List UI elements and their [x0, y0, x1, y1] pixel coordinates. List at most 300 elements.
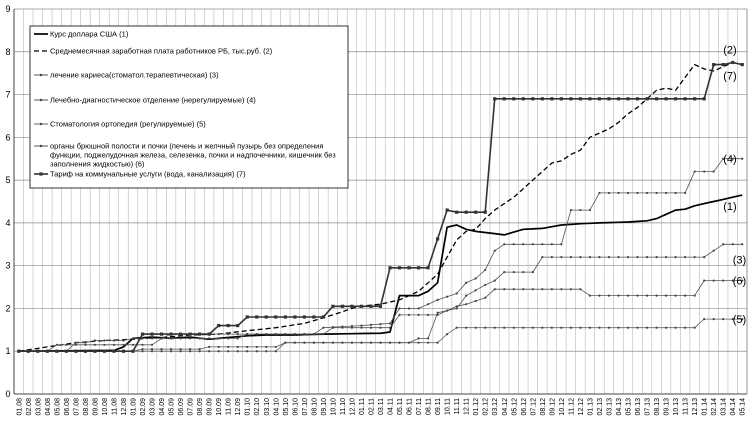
series-point: [484, 284, 486, 286]
series-point: [170, 337, 172, 339]
series-point: [665, 295, 667, 297]
x-tick-label: 04.14: [730, 398, 738, 416]
series-point: [284, 333, 286, 335]
series-point: [113, 339, 115, 341]
x-tick-label: 02.11: [368, 398, 376, 415]
series-point: [712, 63, 715, 66]
x-tick-label: 07.11: [416, 398, 424, 415]
series-point: [560, 243, 562, 245]
series-point: [655, 327, 657, 329]
series-point: [208, 337, 210, 339]
x-tick-label: 04.10: [273, 398, 281, 416]
x-tick-label: 03.08: [35, 398, 43, 416]
legend-marker: [39, 172, 42, 175]
series-point: [103, 344, 105, 346]
series-point: [608, 192, 610, 194]
series-point: [398, 342, 400, 344]
legend-entry-4: [34, 96, 256, 105]
x-tick-label: 01.12: [473, 398, 481, 416]
legend-label: лечение кариеса(стоматол.терапевтическая) (3): [50, 70, 219, 80]
series-point: [360, 327, 362, 329]
series-point: [636, 192, 638, 194]
series-point: [675, 327, 677, 329]
x-tick-label: 06.11: [406, 398, 414, 415]
series-point: [655, 256, 657, 258]
x-tick-label: 05.08: [54, 398, 62, 416]
series-point: [303, 342, 305, 344]
x-tick-label: 05.11: [397, 398, 405, 415]
series-point: [617, 327, 619, 329]
series-point: [617, 256, 619, 258]
series-point: [331, 305, 334, 308]
series-point: [199, 348, 201, 350]
series-point: [465, 211, 468, 214]
legend-label: Среднемесячная заработная плата работников РБ, тыс.руб. (2): [50, 46, 273, 56]
series-point: [475, 300, 477, 302]
x-tick-label: 06.08: [63, 398, 71, 416]
series-point: [417, 307, 419, 309]
series-6: [18, 280, 747, 353]
x-tick-label: 03.10: [263, 398, 271, 416]
series-point: [494, 250, 496, 252]
series-point: [560, 97, 563, 100]
series-point: [589, 327, 591, 329]
series-point: [598, 327, 600, 329]
series-point: [360, 324, 362, 326]
series-point: [645, 97, 648, 100]
series-point: [703, 256, 705, 258]
series-point: [417, 314, 419, 316]
legend-label: заполнения жидкостью) (6): [50, 159, 145, 169]
series-point: [731, 61, 734, 64]
series-point: [65, 344, 67, 346]
y-tick-label: 6: [5, 132, 11, 143]
x-tick-label: 08.10: [311, 398, 319, 416]
series-point: [437, 299, 439, 301]
x-tick-label: 08.08: [82, 398, 90, 416]
series-point: [150, 333, 153, 336]
series-point: [256, 350, 258, 352]
series-point: [703, 170, 705, 172]
x-tick-label: 10.11: [444, 398, 452, 415]
series-point: [246, 350, 248, 352]
x-tick-label: 11.09: [225, 398, 233, 415]
series-point: [322, 327, 324, 329]
series-point: [636, 327, 638, 329]
x-tick-label: 09.08: [92, 398, 100, 416]
series-point: [341, 327, 343, 329]
y-tick-label: 5: [5, 175, 11, 186]
x-tick-label: 12.10: [349, 398, 357, 416]
series-point: [132, 344, 134, 346]
series-point: [218, 350, 220, 352]
series-annotation: (6): [732, 275, 747, 288]
series-point: [665, 192, 667, 194]
series-point: [617, 295, 619, 297]
series-point: [484, 297, 486, 299]
x-tick-label: 05.13: [625, 398, 633, 416]
series-point: [265, 315, 268, 318]
series-point: [246, 333, 248, 335]
series-point: [294, 333, 296, 335]
y-tick-label: 2: [5, 303, 11, 314]
legend-entry-5: [34, 120, 206, 129]
series-point: [456, 307, 458, 309]
series-point: [389, 322, 391, 324]
series-point: [322, 342, 324, 344]
series-point: [218, 333, 220, 335]
series-point: [408, 342, 410, 344]
x-tick-label: 01.09: [130, 398, 138, 416]
series-point: [674, 97, 677, 100]
legend-entry-3: [34, 71, 219, 80]
series-point: [512, 97, 515, 100]
series-point: [417, 266, 420, 269]
series-point: [237, 346, 239, 348]
series-point: [503, 288, 505, 290]
x-tick-label: 03.11: [378, 398, 385, 415]
series-point: [522, 243, 524, 245]
series-point: [465, 295, 467, 297]
x-tick-label: 11.10: [339, 398, 347, 415]
series-point: [437, 312, 439, 314]
series-point: [151, 350, 153, 352]
series-point: [522, 288, 524, 290]
series-point: [732, 243, 734, 245]
series-point: [160, 337, 162, 339]
y-tick-label: 3: [5, 260, 11, 271]
series-point: [275, 333, 277, 335]
series-point: [398, 314, 400, 316]
series-point: [379, 323, 381, 325]
series-point: [684, 295, 686, 297]
series-annotation: (2): [723, 44, 737, 57]
series-point: [598, 192, 600, 194]
series-point: [513, 243, 515, 245]
series-point: [141, 350, 143, 352]
series-point: [722, 243, 724, 245]
series-point: [84, 342, 86, 344]
x-tick-label: 04.11: [387, 398, 395, 415]
legend-marker: [40, 145, 42, 147]
series-point: [703, 318, 705, 320]
x-tick-label: 08.13: [654, 398, 662, 416]
series-point: [312, 315, 315, 318]
series-point: [179, 348, 181, 350]
series-point: [275, 346, 277, 348]
series-point: [56, 344, 58, 346]
x-tick-label: 12.11: [463, 398, 471, 415]
series-point: [160, 333, 163, 336]
series-point: [484, 327, 486, 329]
series-point: [322, 333, 324, 335]
series-point: [569, 97, 572, 100]
series-point: [141, 337, 143, 339]
series-point: [284, 315, 287, 318]
series-point: [36, 350, 39, 353]
x-tick-label: 08.09: [197, 398, 205, 416]
x-tick-label: 05.10: [282, 398, 290, 416]
series-point: [541, 243, 543, 245]
series-point: [551, 288, 553, 290]
x-tick-label: 04.13: [615, 398, 623, 416]
series-point: [474, 211, 477, 214]
series-point: [313, 342, 315, 344]
series-point: [579, 288, 581, 290]
series-point: [360, 305, 363, 308]
series-point: [293, 315, 296, 318]
x-tick-label: 10.10: [330, 398, 338, 416]
series-point: [208, 350, 210, 352]
series-point: [151, 337, 153, 339]
series-point: [703, 97, 706, 100]
series-point: [84, 344, 86, 346]
legend-label: Стоматология ортопедия (регулируемые) (5): [50, 119, 206, 129]
series-point: [713, 280, 715, 282]
series-point: [494, 280, 496, 282]
series-point: [322, 315, 325, 318]
x-tick-label: 04.08: [44, 398, 52, 416]
series-point: [227, 346, 229, 348]
series-point: [484, 211, 487, 214]
series-point: [446, 309, 448, 311]
series-point: [265, 350, 267, 352]
series-point: [407, 266, 410, 269]
x-tick-label: 05.14: [739, 398, 747, 416]
x-tick-label: 12.09: [235, 398, 243, 416]
x-tick-label: 08.12: [539, 398, 547, 416]
series-point: [446, 296, 448, 298]
series-point: [198, 333, 201, 336]
x-tick-label: 01.14: [701, 398, 709, 416]
series-point: [465, 282, 467, 284]
series-point: [370, 324, 372, 326]
series-point: [475, 277, 477, 279]
x-tick-label: 06.13: [635, 398, 643, 416]
series-point: [675, 256, 677, 258]
series-point: [169, 333, 172, 336]
x-tick-label: 03.12: [492, 398, 500, 416]
series-point: [636, 256, 638, 258]
y-tick-label: 7: [5, 89, 11, 100]
y-axis-ticks: [5, 4, 10, 399]
x-tick-label: 07.08: [73, 398, 81, 416]
series-point: [551, 327, 553, 329]
series-point: [713, 318, 715, 320]
series-point: [617, 192, 619, 194]
legend-marker: [40, 99, 42, 101]
series-point: [417, 342, 419, 344]
y-tick-label: 4: [5, 217, 11, 228]
series-point: [141, 348, 143, 350]
series-point: [655, 97, 658, 100]
series-point: [636, 295, 638, 297]
legend-marker: [40, 74, 42, 76]
series-annotations: [723, 45, 746, 327]
series-annotation: (4): [723, 153, 737, 166]
series-point: [236, 324, 239, 327]
series-point: [265, 346, 267, 348]
series-annotation: (3): [732, 254, 747, 267]
series-point: [627, 192, 629, 194]
series-point: [513, 271, 515, 273]
series-point: [503, 243, 505, 245]
series-point: [493, 97, 496, 100]
series-point: [675, 192, 677, 194]
series-point: [237, 333, 239, 335]
series-point: [218, 337, 220, 339]
x-tick-label: 10.09: [216, 398, 224, 416]
series-point: [227, 324, 230, 327]
x-tick-label: 04.12: [501, 398, 509, 416]
series-point: [579, 97, 582, 100]
x-tick-label: 02.14: [711, 398, 719, 416]
series-point: [103, 350, 106, 353]
series-3: [18, 243, 747, 352]
series-point: [684, 327, 686, 329]
series-point: [189, 350, 191, 352]
series-point: [598, 256, 600, 258]
series-point: [284, 342, 286, 344]
series-point: [227, 350, 229, 352]
series-point: [379, 327, 381, 329]
series-point: [246, 315, 249, 318]
x-tick-label: 12.13: [692, 398, 700, 416]
series-point: [694, 170, 696, 172]
x-tick-label: 02.09: [140, 398, 148, 416]
x-tick-label: 03.14: [720, 398, 728, 416]
series-point: [503, 271, 505, 273]
series-point: [741, 158, 743, 160]
series-point: [379, 305, 382, 308]
series-point: [579, 327, 581, 329]
x-tick-label: 11.11: [454, 398, 462, 415]
series-point: [46, 350, 49, 353]
series-point: [522, 271, 524, 273]
series-point: [579, 256, 581, 258]
series-point: [598, 97, 601, 100]
x-tick-label: 08.11: [425, 398, 433, 415]
series-point: [408, 307, 410, 309]
series-point: [475, 327, 477, 329]
series-point: [341, 342, 343, 344]
series-point: [626, 97, 629, 100]
series-point: [351, 327, 353, 329]
x-tick-label: 11.13: [682, 398, 690, 415]
series-point: [570, 209, 572, 211]
legend-label: Лечебно-диагностическое отделение (нерегулируемые) (4): [50, 95, 256, 105]
x-tick-label: 09.09: [206, 398, 214, 416]
series-point: [294, 342, 296, 344]
series-point: [256, 333, 258, 335]
series-point: [475, 289, 477, 291]
series-point: [389, 327, 391, 329]
series-point: [332, 342, 334, 344]
series-point: [627, 327, 629, 329]
series-point: [684, 192, 686, 194]
series-point: [112, 350, 115, 353]
series-point: [646, 295, 648, 297]
series-point: [75, 342, 77, 344]
series-point: [664, 97, 667, 100]
series-point: [579, 209, 581, 211]
series-point: [255, 315, 258, 318]
series-line: [19, 281, 742, 352]
series-point: [94, 339, 96, 341]
series-point: [141, 333, 144, 336]
x-tick-label: 11.08: [111, 398, 119, 415]
legend-label: функции, поджелудочная железа, селезенка, почки и надпочечники, кишечник без: [50, 150, 336, 160]
series-point: [398, 307, 400, 309]
series-point: [541, 327, 543, 329]
x-tick-label: 05.09: [168, 398, 176, 416]
series-point: [132, 337, 134, 339]
series-annotation: (7): [723, 70, 737, 83]
series-point: [646, 327, 648, 329]
series-point: [370, 342, 372, 344]
series-point: [170, 348, 172, 350]
chart-legend: [30, 26, 348, 188]
series-point: [608, 327, 610, 329]
series-point: [103, 339, 105, 341]
series-point: [208, 333, 211, 336]
series-point: [427, 314, 429, 316]
series-point: [722, 280, 724, 282]
series-point: [75, 344, 77, 346]
x-tick-label: 09.13: [663, 398, 671, 416]
series-point: [93, 350, 96, 353]
x-axis-ticks: [16, 398, 746, 416]
series-point: [741, 243, 743, 245]
series-point: [332, 327, 334, 329]
legend-entry-2: [34, 47, 273, 56]
series-point: [570, 327, 572, 329]
series-point: [532, 243, 534, 245]
series-point: [541, 288, 543, 290]
series-point: [313, 333, 315, 335]
series-point: [551, 256, 553, 258]
series-point: [646, 256, 648, 258]
legend-entry-7: [34, 170, 246, 179]
series-point: [694, 256, 696, 258]
series-point: [713, 250, 715, 252]
series-point: [465, 327, 467, 329]
series-point: [532, 327, 534, 329]
series-point: [160, 348, 162, 350]
series-point: [589, 256, 591, 258]
series-point: [208, 346, 210, 348]
y-tick-label: 1: [5, 346, 11, 357]
series-point: [684, 97, 687, 100]
x-tick-label: 09.12: [549, 398, 557, 416]
series-point: [589, 209, 591, 211]
series-point: [693, 97, 696, 100]
series-point: [17, 350, 20, 353]
series-point: [703, 280, 705, 282]
series-point: [636, 97, 639, 100]
series-line: [19, 244, 742, 351]
x-tick-label: 07.10: [301, 398, 309, 416]
series-point: [627, 256, 629, 258]
series-point: [151, 348, 153, 350]
series-point: [388, 266, 391, 269]
series-point: [550, 97, 553, 100]
series-point: [426, 266, 429, 269]
series-point: [275, 350, 277, 352]
series-point: [122, 339, 124, 341]
series-point: [541, 97, 544, 100]
legend-label: органы брюшной полости и почки (печень и желчный пузырь без определения: [50, 141, 324, 151]
